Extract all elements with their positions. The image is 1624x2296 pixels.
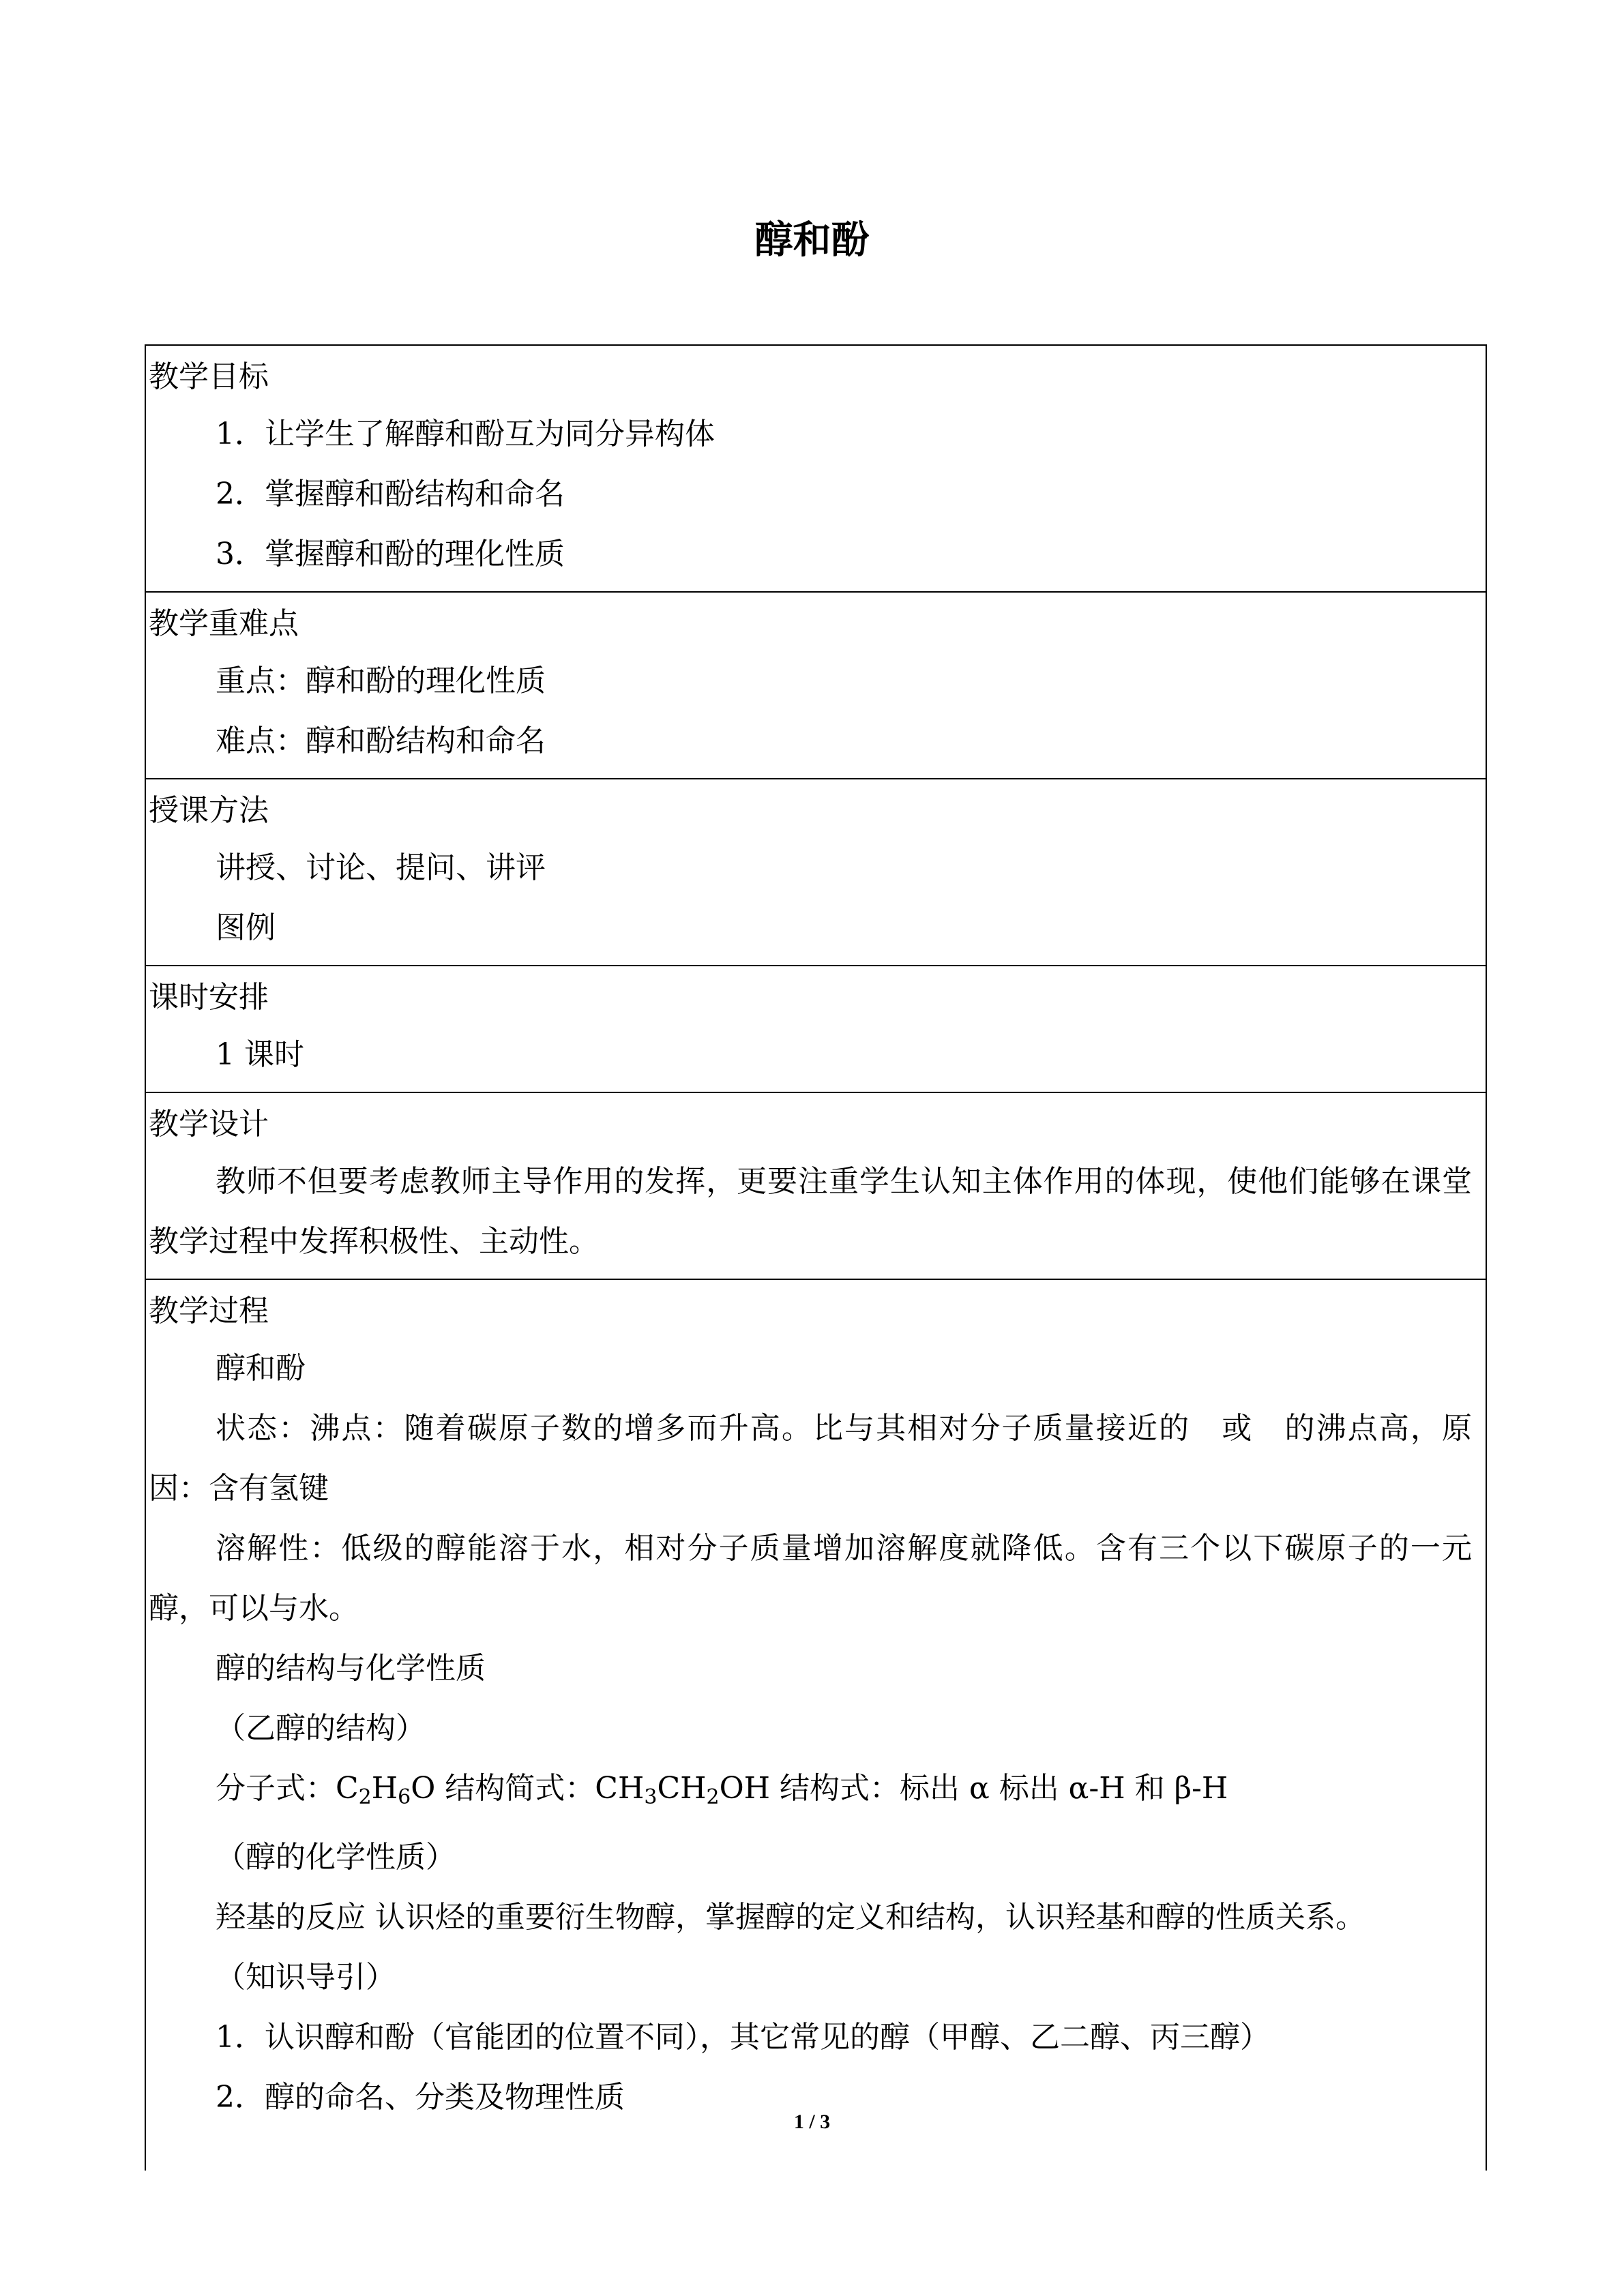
formula-line (149, 1759, 1486, 1828)
process-line: （乙醇的结构） (216, 1711, 426, 1746)
process-paragraph: 状态：沸点：随着碳原子数的增多而升高。比与其相对分子质量接近的 或 的沸点高，原因：含有氢键 (149, 1411, 1472, 1506)
process-line: 1．认识醇和酚（官能团的位置不同），其它常见的醇（甲醇、乙二醇、丙三醇） (216, 2020, 1270, 2055)
methods-heading: 授课方法 (149, 793, 269, 828)
methods-row (145, 779, 1486, 966)
schedule-row (145, 966, 1486, 1092)
method-item: 讲授、讨论、提问、讲评 (216, 850, 546, 885)
objective-item: 3．掌握醇和酚的理化性质 (216, 537, 565, 571)
schedule-heading: 课时安排 (149, 980, 269, 1015)
schedule-item: 1 课时 (216, 1037, 304, 1072)
design-row (145, 1092, 1486, 1279)
process-paragraph: 溶解性：低级的醇能溶于水，相对分子质量增加溶解度就降低。含有三个以下碳原子的一元 醇，可以与水。 (149, 1531, 1472, 1626)
key-points-heading: 教学重难点 (149, 606, 299, 641)
process-heading: 教学过程 (149, 1294, 269, 1328)
objective-item: 2．掌握醇和酚结构和命名 (216, 477, 565, 511)
process-line: （知识导引） (216, 1960, 396, 1995)
method-item: 图例 (216, 910, 276, 945)
process-cell (145, 1279, 1486, 2171)
key-point-item: 难点：醇和酚结构和命名 (216, 724, 546, 758)
formula-text: H (371, 1771, 398, 1806)
key-points-row (145, 592, 1486, 779)
formula-subscript: 2 (358, 1785, 372, 1809)
process-line: 羟基的反应 认识烃的重要衍生物醇，掌握醇的定义和结构，认识羟基和醇的性质关系。 (216, 1900, 1365, 1935)
design-paragraph: 教师不但要考虑教师主导作用的发挥，更要注重学生认知主体作用的体现，使他们能够在课堂教学过程中发挥积极性、主动性。 (149, 1164, 1472, 1259)
formula-text: 分子式：C (216, 1771, 359, 1806)
formula-text: CH (657, 1771, 707, 1806)
key-points-cell (145, 592, 1486, 779)
schedule-cell (145, 966, 1486, 1092)
design-heading: 教学设计 (149, 1107, 269, 1142)
formula-text: O 结构简式：CH (411, 1771, 645, 1806)
objective-item: 1．让学生了解醇和酚互为同分异构体 (216, 417, 715, 451)
process-row (145, 1279, 1486, 2171)
design-cell (145, 1092, 1486, 1279)
page-number: 1 / 3 (793, 2111, 831, 2133)
process-line: 2．醇的命名、分类及物理性质 (216, 2080, 625, 2115)
key-point-item: 重点：醇和酚的理化性质 (216, 664, 546, 698)
objectives-row (145, 345, 1486, 592)
objectives-cell (145, 345, 1486, 592)
lesson-plan-table (145, 344, 1487, 2171)
formula-subscript: 6 (398, 1785, 411, 1809)
process-line: （醇的化学性质） (216, 1840, 456, 1875)
process-line: 醇和酚 (216, 1351, 306, 1386)
objectives-heading: 教学目标 (149, 359, 269, 394)
formula-text: OH 结构式：标出 α 标出 α-H 和 β-H (719, 1771, 1228, 1806)
methods-cell (145, 779, 1486, 966)
document-title: 醇和酚 (754, 218, 870, 263)
formula-subscript: 3 (644, 1785, 658, 1809)
process-line: 醇的结构与化学性质 (216, 1651, 486, 1686)
formula-subscript: 2 (706, 1785, 720, 1809)
